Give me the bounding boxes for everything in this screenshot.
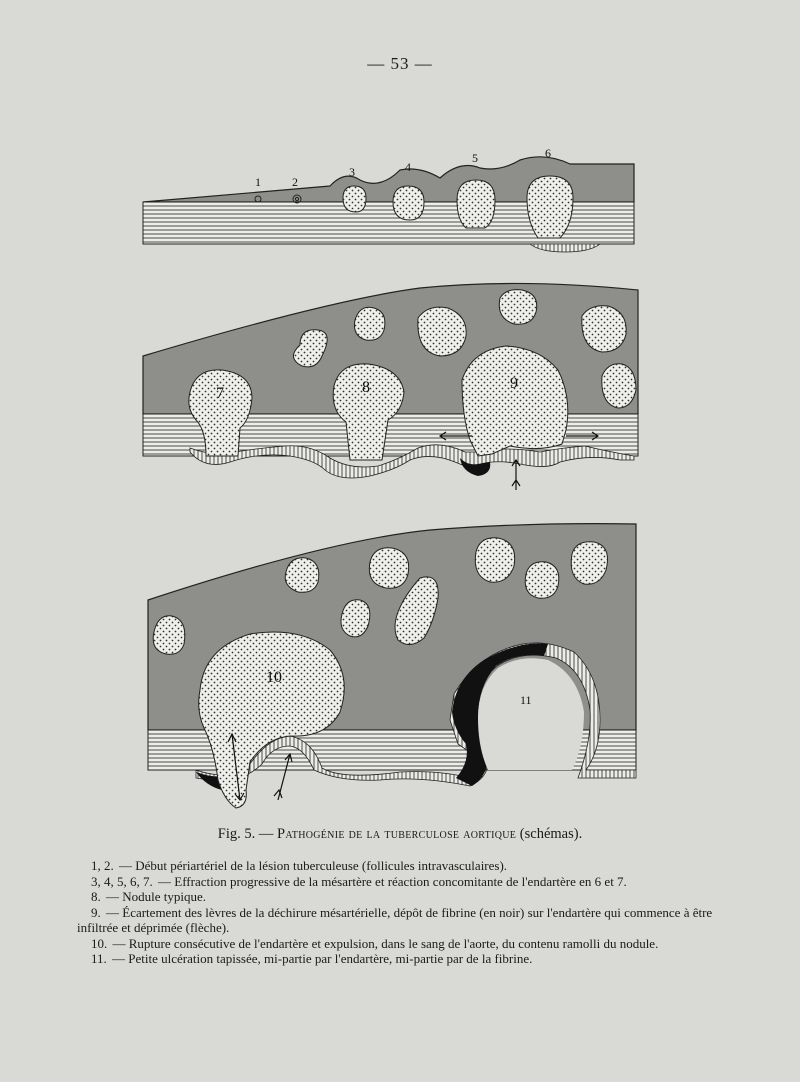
page-number: — 53 — (367, 54, 433, 73)
legend-item: 8. — Nodule typique. (91, 889, 207, 904)
label-10: 10 (266, 669, 282, 686)
figure-legend (77, 858, 717, 967)
legend-item: 11. — Petite ulcération tapissée, mi-partie par l'endartère, mi-partie par de la fibrine. (91, 951, 533, 966)
label-1: 1 (255, 175, 261, 189)
label-8: 8 (362, 379, 370, 396)
nodule-4 (393, 186, 424, 220)
upward-arrow (512, 460, 520, 490)
panel-1 (143, 146, 634, 252)
legend-item: 10. — Rupture consécutive de l'endartère et expulsion, dans le sang de l'aorte, du contenu ramolli du nodule. (91, 935, 659, 951)
nodule-6 (527, 176, 573, 238)
label-5: 5 (472, 151, 478, 165)
caption-title: Pathogénie de la tuberculose aortique (277, 826, 517, 842)
legend-item: 3, 4, 5, 6, 7. — Effraction progressive de la mésartère et réaction concomitante de l'endartère en 6 et 7. (91, 873, 627, 889)
label-3: 3 (349, 165, 355, 179)
panel-2 (143, 283, 638, 490)
nodule-5 (457, 180, 495, 228)
label-6: 6 (545, 146, 551, 160)
label-7: 7 (216, 385, 224, 402)
caption-prefix: Fig. 5. — (217, 826, 278, 842)
panel-3 (148, 524, 636, 808)
label-9: 9 (510, 375, 518, 392)
legend-item: 9. — Écartement des lèvres de la déchirure mésartérielle, dépôt de fibrine (en noir) sur l'endartère qui commence à être infiltrée et déprimée (flèche). (77, 904, 713, 935)
nodule-10 (199, 632, 345, 808)
legend-item: 1, 2. — Début périartériel de la lésion tuberculeuse (follicules intravasculaires). (91, 858, 508, 873)
label-4: 4 (405, 160, 411, 174)
caption-suffix: (schémas). (516, 826, 583, 842)
label-2: 2 (292, 175, 298, 189)
nodule-3 (343, 186, 366, 212)
figure-caption (0, 826, 800, 843)
panel1-intima (530, 244, 600, 252)
label-11: 11 (520, 693, 532, 707)
